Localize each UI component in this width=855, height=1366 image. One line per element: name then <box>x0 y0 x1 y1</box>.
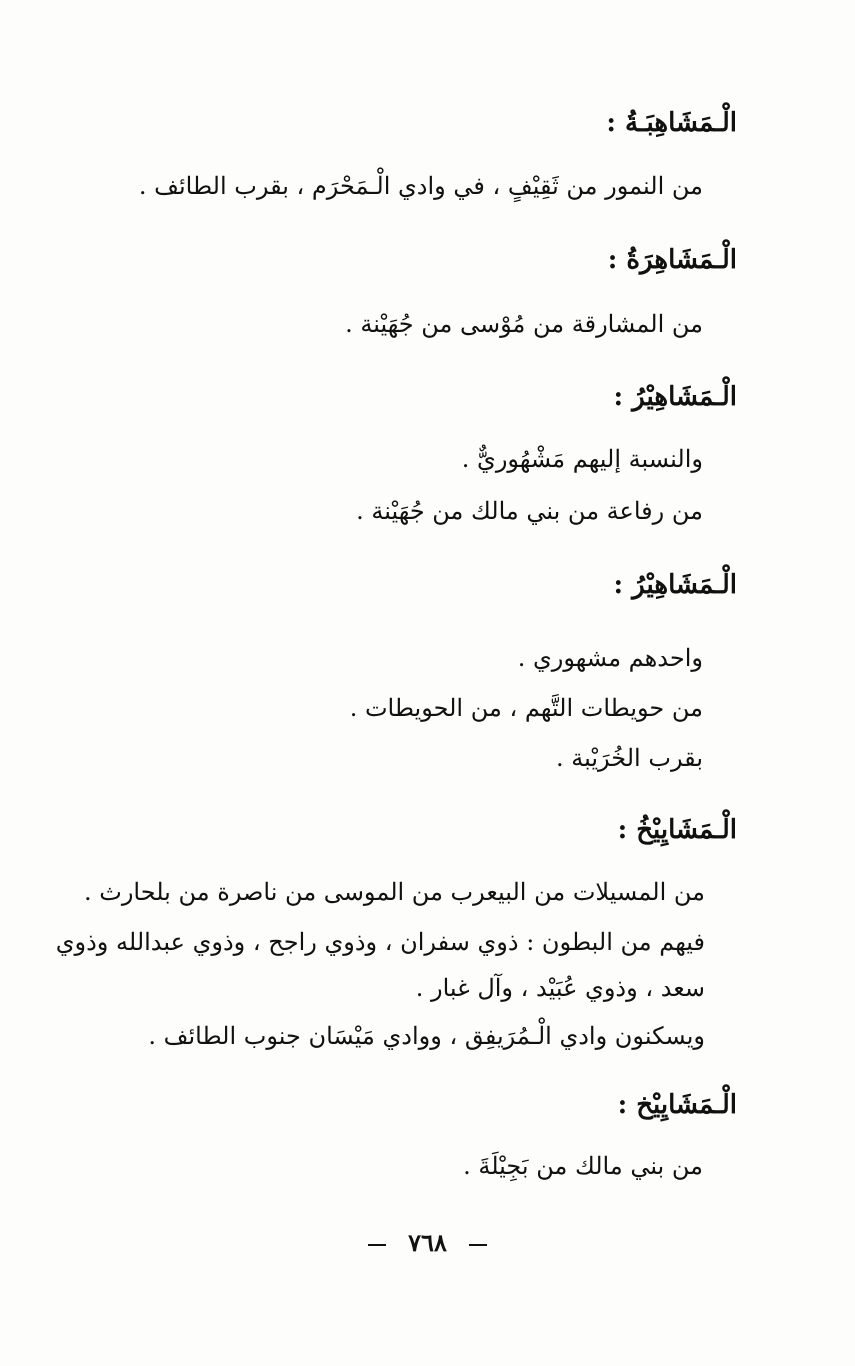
entry-line: من رفاعة من بني مالك من جُهَيْنة . <box>356 497 703 525</box>
entry-line: فيهم من البطون : ذوي سفران ، وذوي راجح ، وذوي عبدالله وذوي <box>55 928 705 956</box>
entry-line: والنسبة إليهم مَشْهُوريٌّ . <box>461 445 703 473</box>
entry-heading: الْـمَشَاهِرَةُ : <box>607 245 737 275</box>
entry-line: من المشارقة من مُوْسى من جُهَيْنة . <box>345 310 703 338</box>
entry-line: واحدهم مشهوري . <box>517 644 703 672</box>
page-number <box>0 1228 855 1257</box>
entry-line: من حويطات التَّهم ، من الحويطات . <box>349 694 703 722</box>
dash-right <box>469 1244 487 1246</box>
entry-line: سعد ، وذوي عُبَيْد ، وآل غبار . <box>415 974 705 1002</box>
page-number-text: ٧٦٨ <box>408 1228 447 1257</box>
entry-heading: الْـمَشَاهِيْرُ : <box>613 570 737 600</box>
dash-left <box>368 1244 386 1246</box>
entry-line: من بني مالك من بَجِيْلَةَ . <box>463 1152 703 1180</box>
entry-heading: الْـمَشَاهِبَـةُ : <box>606 108 737 138</box>
entry-heading: الْـمَشَايِيْخُ : <box>617 815 737 845</box>
entry-line: من النمور من ثَقِيْفٍ ، في وادي الْـمَحْرَم ، بقرب الطائف . <box>138 172 703 200</box>
entry-line: ويسكنون وادي الْـمُرَيفِق ، ووادي مَيْسَان جنوب الطائف . <box>148 1022 705 1050</box>
entry-heading: الْـمَشَاهِيْرُ : <box>613 382 737 412</box>
entry-line: بقرب الخُرَيْبة . <box>555 744 703 772</box>
entry-line: من المسيلات من البيعرب من الموسى من ناصرة من بلحارث . <box>83 878 705 906</box>
entry-heading: الْـمَشَايِيْخ : <box>617 1090 737 1120</box>
